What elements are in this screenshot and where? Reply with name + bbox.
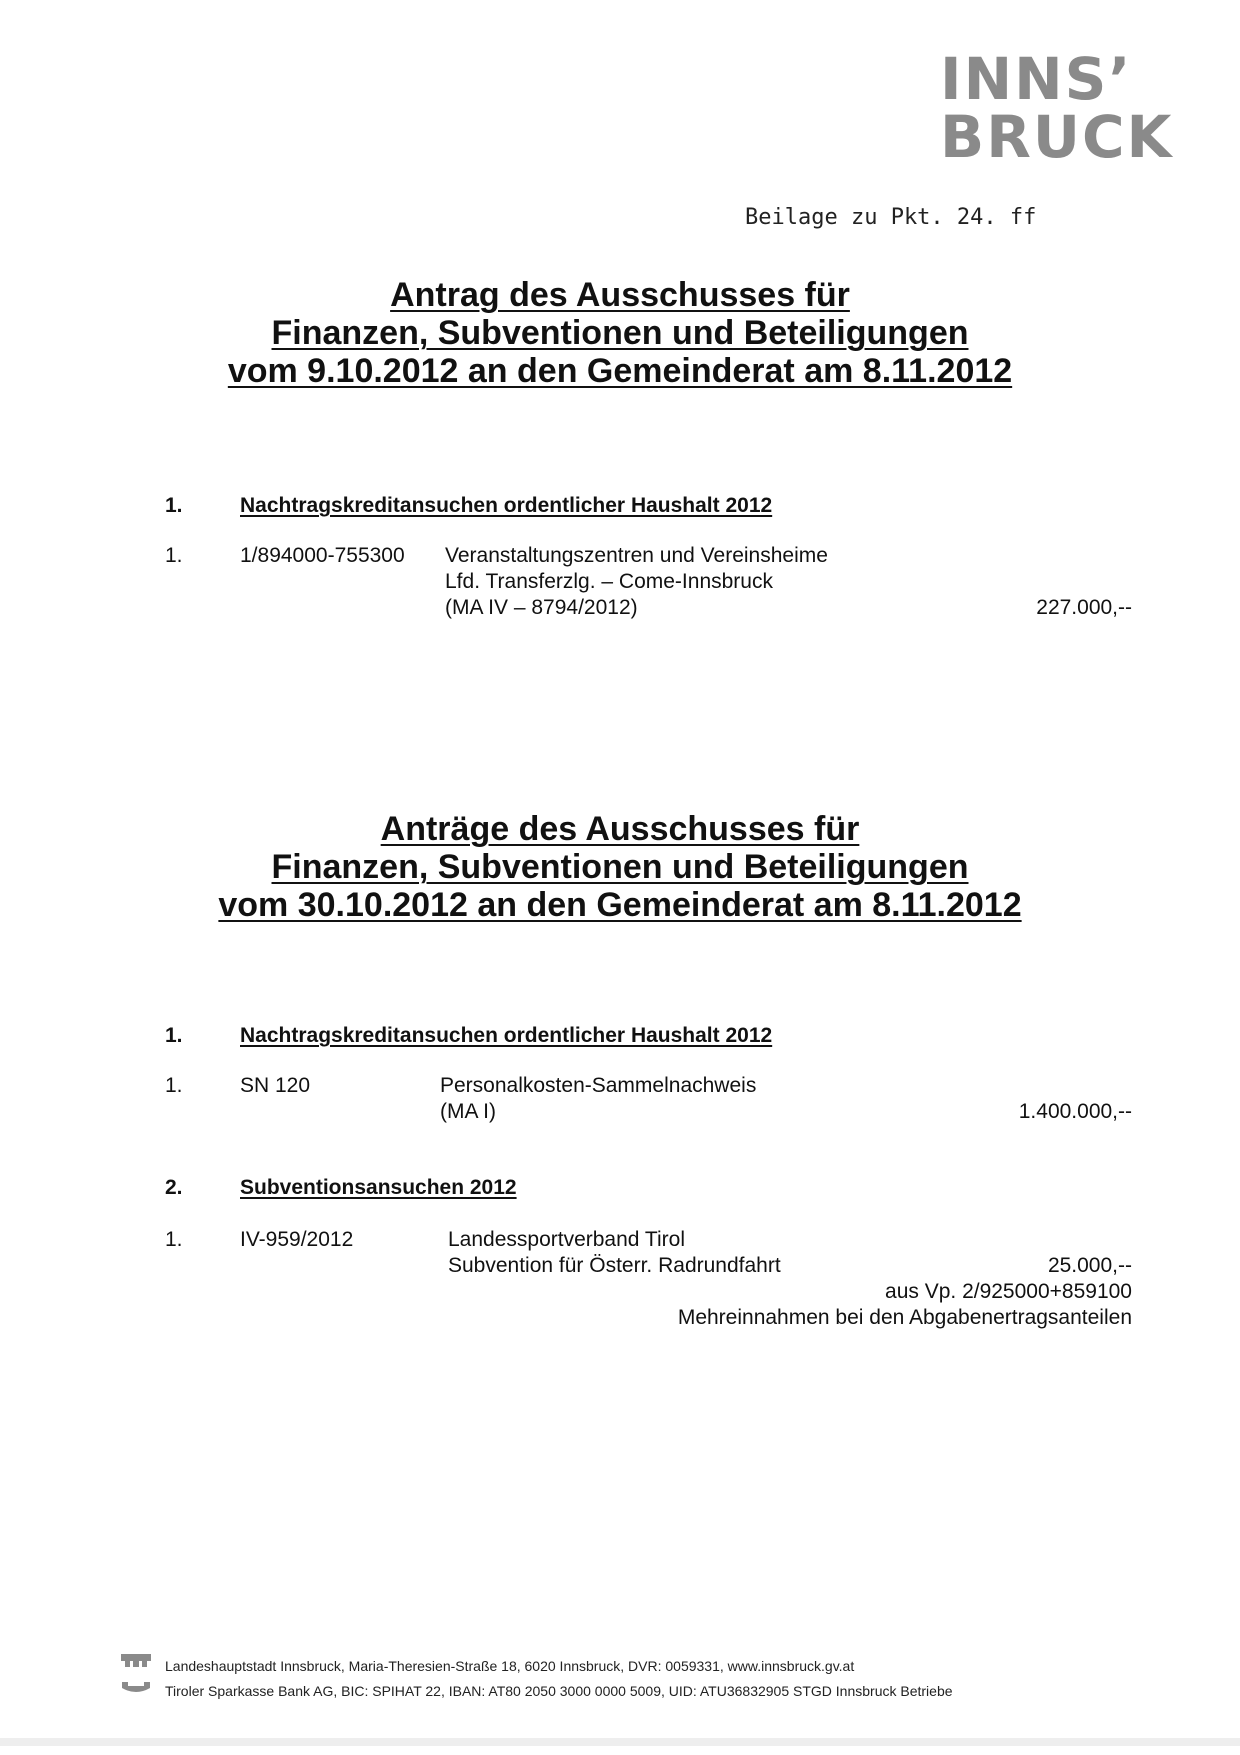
part2-item2-amount: 25.000,-- [1047, 1254, 1132, 1277]
part1-section-number: 1. [165, 494, 183, 517]
part2-item2-line-1: Landessportverband Tirol [448, 1228, 685, 1251]
heading-1-line-3: vom 9.10.2012 an den Gemeinderat am 8.11.2012 [227, 352, 1013, 390]
footer-address: Landeshauptstadt Innsbruck, Maria-Theresien-Straße 18, 6020 Innsbruck, DVR: 0059331, www.innsbruck.gv.at [165, 1658, 855, 1674]
part1-section-title: Nachtragskreditansuchen ordentlicher Haushalt 2012 [240, 494, 773, 517]
part2-section2-title: Subventionsansuchen 2012 [240, 1176, 517, 1199]
part2-item1-line-1: Personalkosten-Sammelnachweis [440, 1074, 757, 1097]
part2-section1-number: 1. [165, 1024, 183, 1047]
part2-item1-line-2: (MA I) [440, 1100, 496, 1123]
part2-section1-title: Nachtragskreditansuchen ordentlicher Haushalt 2012 [240, 1024, 773, 1047]
city-emblem-icon [120, 1652, 152, 1696]
logo-line-2: BRUCK [940, 103, 1174, 171]
heading-1-line-1: Antrag des Ausschusses für [390, 276, 850, 314]
part2-item2-line-2: Subvention für Österr. Radrundfahrt [448, 1254, 781, 1277]
part2-item2-code: IV-959/2012 [240, 1228, 354, 1251]
part2-item2-number: 1. [165, 1228, 183, 1251]
heading-1 [0, 276, 1240, 390]
part1-item-amount: 227.000,-- [1036, 596, 1132, 619]
part2-section2-number: 2. [165, 1176, 183, 1199]
part2-item2-line-3: aus Vp. 2/925000+859100 [885, 1280, 1132, 1303]
part1-item-number: 1. [165, 544, 183, 567]
scan-edge [0, 1738, 1240, 1746]
heading-2-line-1: Anträge des Ausschusses für [380, 810, 860, 848]
logo-line-1: INNS’ [940, 45, 1133, 113]
heading-2-line-2: Finanzen, Subventionen und Beteiligungen [271, 848, 969, 886]
part1-item-line-2: Lfd. Transferzlg. – Come-Innsbruck [445, 570, 773, 593]
heading-2 [0, 810, 1240, 924]
part1-item-code: 1/894000-755300 [240, 544, 405, 567]
footer-bank: Tiroler Sparkasse Bank AG, BIC: SPIHAT 22, IBAN: AT80 2050 3000 0000 5009, UID: ATU36832905 STGD Innsbruck Betriebe [165, 1683, 953, 1699]
part1-item-line-1: Veranstaltungszentren und Vereinsheime [445, 544, 828, 567]
heading-1-line-2: Finanzen, Subventionen und Beteiligungen [271, 314, 969, 352]
part2-item2-line-4: Mehreinnahmen bei den Abgabenertragsanteilen [677, 1306, 1132, 1329]
part2-item1-number: 1. [165, 1074, 183, 1097]
beilage-reference: Beilage zu Pkt. 24. ff [745, 205, 1037, 230]
heading-2-line-3: vom 30.10.2012 an den Gemeinderat am 8.11.2012 [218, 886, 1022, 924]
part2-item1-code: SN 120 [240, 1074, 311, 1097]
part1-item-line-3: (MA IV – 8794/2012) [445, 596, 638, 619]
part2-item1-amount: 1.400.000,-- [1018, 1100, 1132, 1123]
innsbruck-logo [940, 45, 1200, 171]
